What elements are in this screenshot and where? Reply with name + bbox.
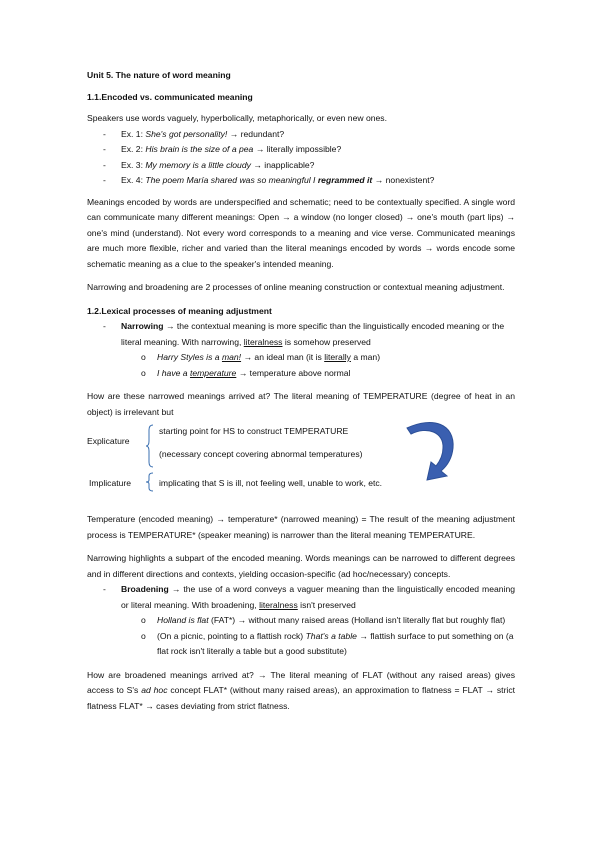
implicature-brace-icon xyxy=(145,472,155,492)
broadening-item xyxy=(87,582,515,613)
paragraph-broadened-question: How are broadened meanings arrived at? → The literal meaning of FLAT (without any raised areas) gives access to S's ad hoc concept FLAT* (without many raised areas), an approximation to flatness = FLAT → strict flatness FLAT* → cases deviating from strict flatness. xyxy=(87,669,516,711)
section1-intro: Speakers use words vaguely, hyperbolically, metaphorically, or even new ones. xyxy=(87,113,387,123)
document-content xyxy=(87,68,515,714)
list-item: - Broadening → the use of a word conveys a vaguer meaning than the linguistically encoded meaning or literal meaning. With broadening, literalness isn't preserved xyxy=(103,584,516,610)
paragraph-encoded-meanings: Meanings encoded by words are underspecified and schematic; need to be contextually specified. A single word can communicate many different meanings: Open → a window (no longer closed) → one's mouth (part lips) → one's mind (understand). Not every word corresponds to a meaning and vice verse. Communicated meanings are much more flexible, richer and varied than the literal meanings encoded by words → words encode some schematic meaning as a clue to the speaker's intended meaning. xyxy=(87,196,515,269)
broadening-examples xyxy=(87,613,515,660)
examples-list xyxy=(87,127,515,189)
paragraph-narrowed-question: How are these narrowed meanings arrived at? The literal meaning of TEMPERATURE (degree of heat in an object) is irrelevant but xyxy=(87,391,515,417)
curved-arrow-icon xyxy=(405,416,467,490)
list-item: o (On a picnic, pointing to a flattish rock) That's a table → flattish surface to put something on (a flat rock isn't literally a table but a good substitute) xyxy=(141,630,514,656)
list-item: - Ex. 1: She's got personality! → redundant? xyxy=(103,128,285,139)
list-item: o I have a temperature → temperature above normal xyxy=(141,367,351,378)
unit-title: Unit 5. The nature of word meaning xyxy=(87,70,231,80)
paragraph-temperature-result: Temperature (encoded meaning) → temperature* (narrowed meaning) = The result of the meaning adjustment process is TEMPERATURE* (speaker meaning) is narrower than the literal meaning TEMPERATURE. xyxy=(87,514,515,540)
implicature-label: Implicature xyxy=(89,478,132,488)
narrowing-examples xyxy=(87,350,515,381)
list-item: o Harry Styles is a man! → an ideal man (it is literally a man) xyxy=(141,352,381,362)
section-heading-2: 1.2.Lexical processes of meaning adjustment xyxy=(87,305,272,316)
explicature-line-1: starting point for HS to construct TEMPERATURE xyxy=(159,426,349,436)
explicature-label: Explicature xyxy=(87,436,130,446)
list-item: - Narrowing → the contextual meaning is more specific than the linguistically encoded meaning or the literal meaning. With narrowing, literalness is somehow preserved xyxy=(103,321,505,347)
list-item: o Holland is flat (FAT*) → without many raised areas (Holland isn't literally flat but roughly flat) xyxy=(141,615,506,625)
explicature-brace-icon xyxy=(145,424,155,468)
list-item: - Ex. 4: The poem María shared was so meaningful I regrammed it → nonexistent? xyxy=(103,175,435,185)
list-item: - Ex. 3: My memory is a little cloudy → inapplicable? xyxy=(103,159,315,170)
implicature-line: implicating that S is ill, not feeling well, unable to work, etc. xyxy=(159,478,383,488)
narrowing-item xyxy=(87,319,515,350)
paragraph-narrowing-highlights: Narrowing highlights a subpart of the encoded meaning. Words meanings can be narrowed to different degrees and in different directions and contexts, yielding occasion-specific (ad hoc/necessary) concepts. xyxy=(87,553,515,579)
explicature-implicature-diagram xyxy=(87,424,515,512)
list-item: - Ex. 2: His brain is the size of a pea → literally impossible? xyxy=(103,144,342,154)
explicature-line-2: (necessary concept covering abnormal temperatures) xyxy=(159,449,363,459)
paragraph-narrowing-broadening: Narrowing and broadening are 2 processes of online meaning construction or contextual meaning adjustment. xyxy=(87,282,505,292)
section-heading-1: 1.1.Encoded vs. communicated meaning xyxy=(87,91,253,102)
